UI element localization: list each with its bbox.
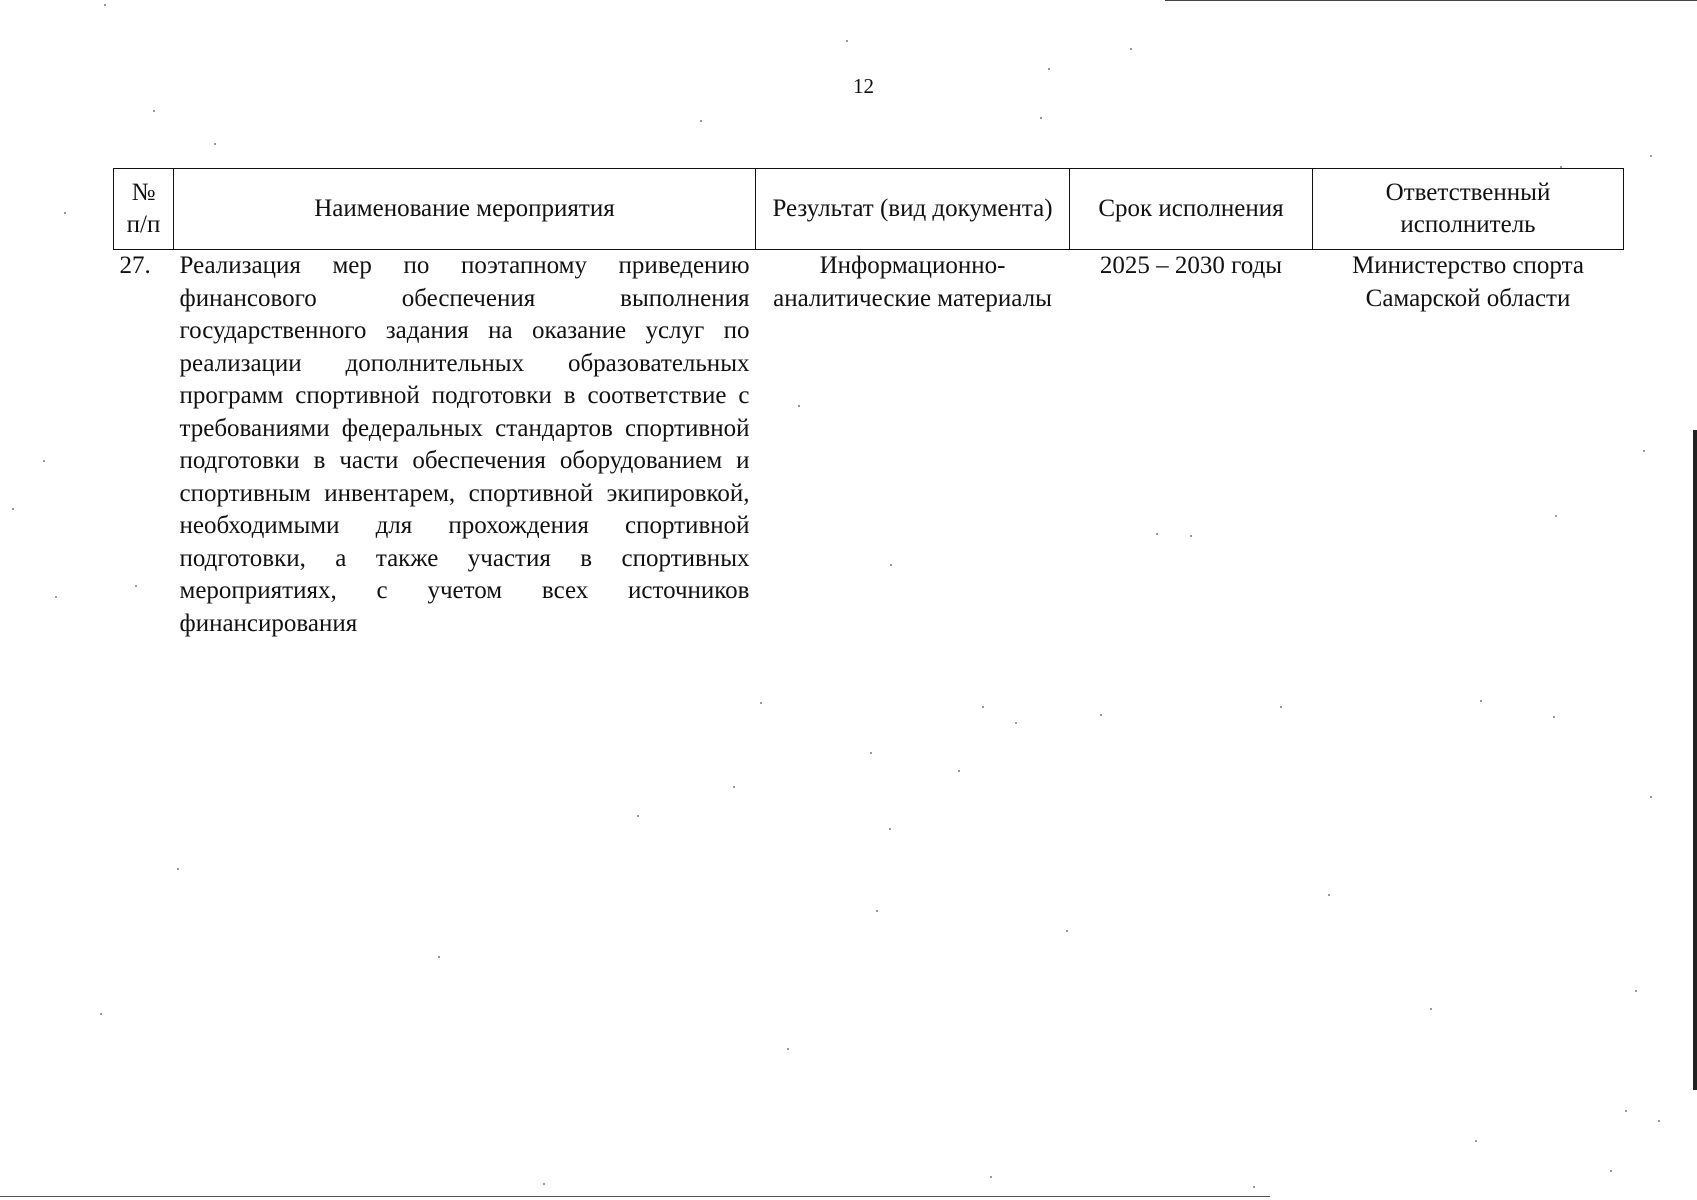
- table-row: [114, 250, 1624, 641]
- scan-speck: [64, 212, 66, 214]
- scan-edge-top: [1165, 0, 1697, 1]
- scan-speck: [1040, 117, 1042, 119]
- scan-speck: [700, 120, 702, 122]
- scan-speck: [1130, 48, 1132, 50]
- scan-speck: [958, 770, 960, 772]
- scan-speck: [153, 110, 155, 112]
- scan-speck: [1253, 1186, 1255, 1188]
- scan-speck: [214, 143, 216, 145]
- scan-speck: [438, 956, 440, 958]
- scan-speck: [1190, 535, 1192, 537]
- scan-speck: [1066, 930, 1068, 932]
- scan-speck: [1553, 716, 1555, 718]
- scan-speck: [1643, 450, 1645, 452]
- scan-speck: [982, 706, 984, 708]
- header-owner: Ответственный исполнитель: [1313, 169, 1624, 250]
- scan-speck: [1625, 1110, 1627, 1112]
- row-result: Информационно-аналитические материалы: [773, 252, 1052, 312]
- scan-speck: [55, 596, 57, 598]
- scan-speck: [1048, 68, 1050, 70]
- header-result: Результат (вид документа): [756, 169, 1070, 250]
- scan-speck: [846, 40, 848, 42]
- scan-speck: [1635, 990, 1637, 992]
- table-header-row: [114, 169, 1624, 250]
- scan-speck: [889, 828, 891, 830]
- header-name: Наименование мероприятия: [174, 169, 756, 250]
- scan-speck: [135, 585, 137, 587]
- scan-speck: [1658, 1120, 1660, 1122]
- row-event-name: Реализация мер по поэтапному приведению финансового обеспечения выполнения государственного задания на оказание услуг по реализации дополнительных образовательных программ спортивной подготовки в соответствие с требованиями федеральных стандартов спортивной подготовки в части обеспечения оборудованием и спортивным инвентарем, спортивной экипировкой, необходимыми для прохождения спортивной подготовки, а также участия в спортивных мероприятиях, с учетом всех источников финансирования: [179, 252, 750, 637]
- scan-speck: [1156, 533, 1158, 535]
- row-owner: Министерство спорта Самарской области: [1352, 252, 1584, 312]
- scan-speck: [1430, 1008, 1432, 1010]
- row-num: 27.: [119, 252, 151, 279]
- scan-speck: [876, 910, 878, 912]
- scan-speck: [787, 1048, 789, 1050]
- scan-speck: [1328, 894, 1330, 896]
- scan-edge-right: [1693, 430, 1697, 1090]
- scan-speck: [1480, 700, 1482, 702]
- header-term: Срок исполнения: [1070, 169, 1313, 250]
- header-num: № п/п: [114, 169, 174, 250]
- row-term: 2025 – 2030 годы: [1099, 252, 1283, 279]
- scan-speck: [1560, 166, 1562, 168]
- scan-speck: [870, 752, 872, 754]
- scan-speck: [890, 564, 892, 566]
- scan-speck: [637, 815, 639, 817]
- page-number: 12: [853, 74, 874, 98]
- scan-edge-bottom: [0, 1196, 1270, 1197]
- scan-speck: [1100, 714, 1102, 716]
- scan-speck: [100, 1013, 102, 1015]
- scan-speck: [1555, 515, 1557, 517]
- scan-speck: [1475, 1140, 1477, 1142]
- scan-speck: [104, 4, 106, 6]
- scan-speck: [1610, 1170, 1612, 1172]
- scan-speck: [177, 868, 179, 870]
- scan-speck: [1280, 706, 1282, 708]
- scan-speck: [1650, 155, 1652, 157]
- scan-speck: [798, 405, 800, 407]
- scan-speck: [733, 786, 735, 788]
- scan-speck: [760, 702, 762, 704]
- scan-speck: [43, 460, 45, 462]
- scan-speck: [543, 1183, 545, 1185]
- scan-speck: [990, 1176, 992, 1178]
- events-table: [113, 168, 1624, 640]
- scan-speck: [1015, 722, 1017, 724]
- scan-speck: [1650, 796, 1652, 798]
- scan-speck: [12, 508, 14, 510]
